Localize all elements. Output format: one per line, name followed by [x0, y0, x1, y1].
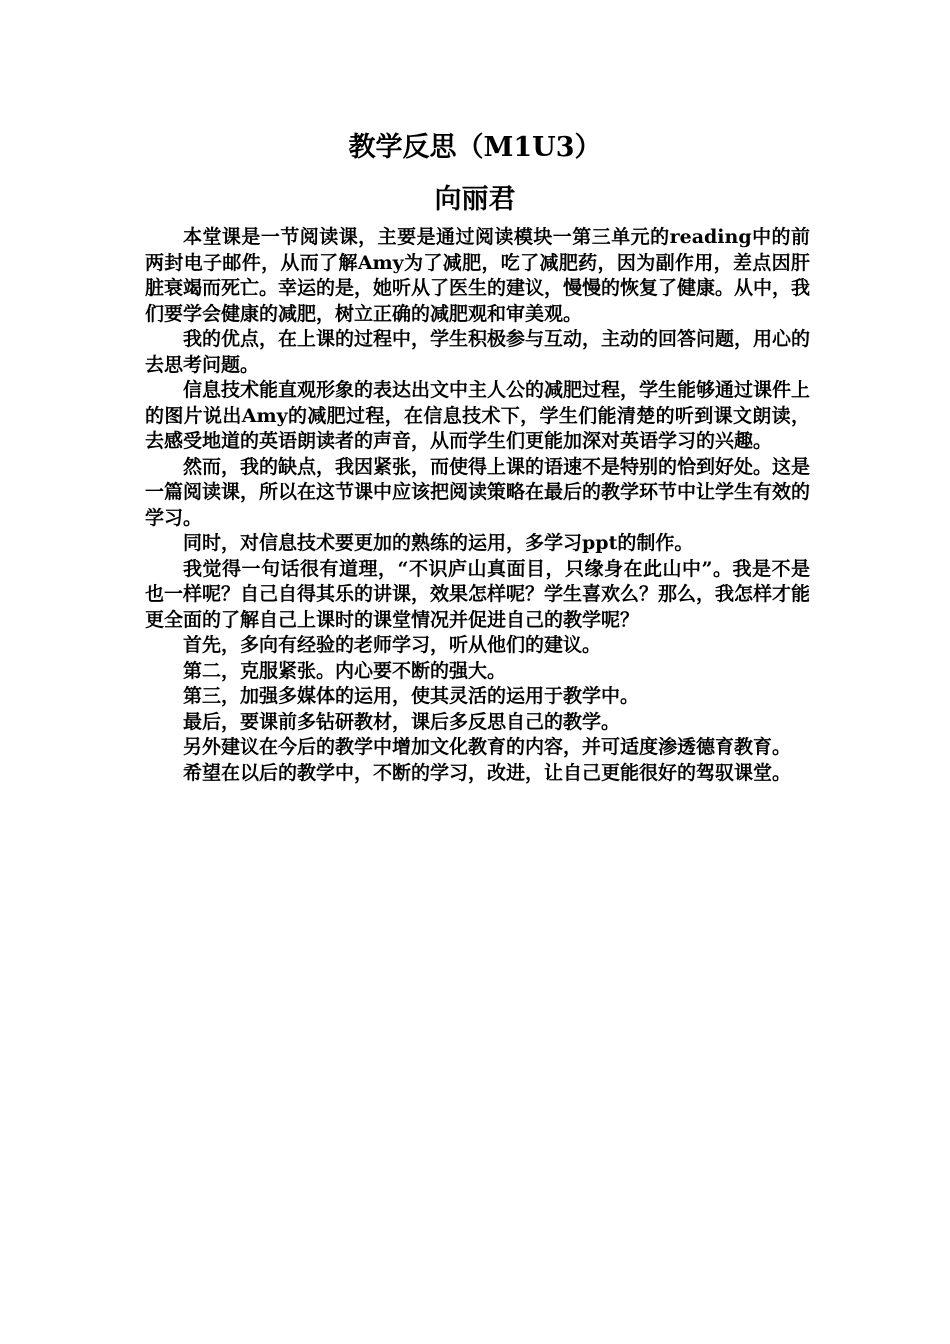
paragraph-6: 我觉得一句话很有道理，“不识庐山真面目，只缘身在此山中”。我是不是也一样呢？自己自得其乐的讲课，效果怎样呢？学生喜欢么？那么，我怎样才能更全面的了解自己上课时的课堂情况并促进自己的教学呢？ [145, 557, 811, 631]
paragraph-1: 本堂课是一节阅读课，主要是通过阅读模块一第三单元的reading中的前两封电子邮件，从而了解Amy为了减肥，吃了减肥药，因为副作用，差点因肝脏衰竭而死亡。幸运的是，她听从了医生的建议，慢慢的恢复了健康。从中，我们要学会健康的减肥，树立正确的减肥观和审美观。 [145, 226, 811, 325]
paragraph-9: 第三，加强多媒体的运用，使其灵活的运用于教学中。 [183, 685, 640, 707]
document-body [145, 225, 810, 786]
paragraph-4: 然而，我的缺点，我因紧张，而使得上课的语速不是特别的恰到好处。这是一篇阅读课，所以在这节课中应该把阅读策略在最后的教学环节中让学生有效的学习。 [145, 455, 811, 529]
paragraph-10: 最后，要课前多钻研教材，课后多反思自己的教学。 [183, 710, 621, 733]
paragraph-7: 首先，多向有经验的老师学习，听从他们的建议。 [183, 634, 602, 656]
document-title: 教学反思（M1U3） [348, 132, 602, 163]
paragraph-12: 希望在以后的教学中，不断的学习，改进，让自己更能很好的驾驭课堂。 [183, 761, 792, 784]
paragraph-2: 我的优点，在上课的过程中，学生积极参与互动，主动的回答问题，用心的去思考问题。 [145, 328, 811, 376]
paragraph-11: 另外建议在今后的教学中增加文化教育的内容，并可适度渗透德育教育。 [183, 736, 792, 758]
paragraph-5: 同时，对信息技术要更加的熟练的运用，多学习ppt的制作。 [183, 532, 694, 554]
author-name: 向丽君 [434, 184, 516, 215]
paragraph-3: 信息技术能直观形象的表达出文中主人公的减肥过程，学生能够通过课件上的图片说出Amy的减肥过程，在信息技术下，学生们能清楚的听到课文朗读，去感受地道的英语朗读者的声音，从而学生们更能加深对英语学习的兴趣。 [145, 379, 811, 452]
paragraph-8: 第二，克服紧张。内心要不断的强大。 [183, 659, 507, 682]
